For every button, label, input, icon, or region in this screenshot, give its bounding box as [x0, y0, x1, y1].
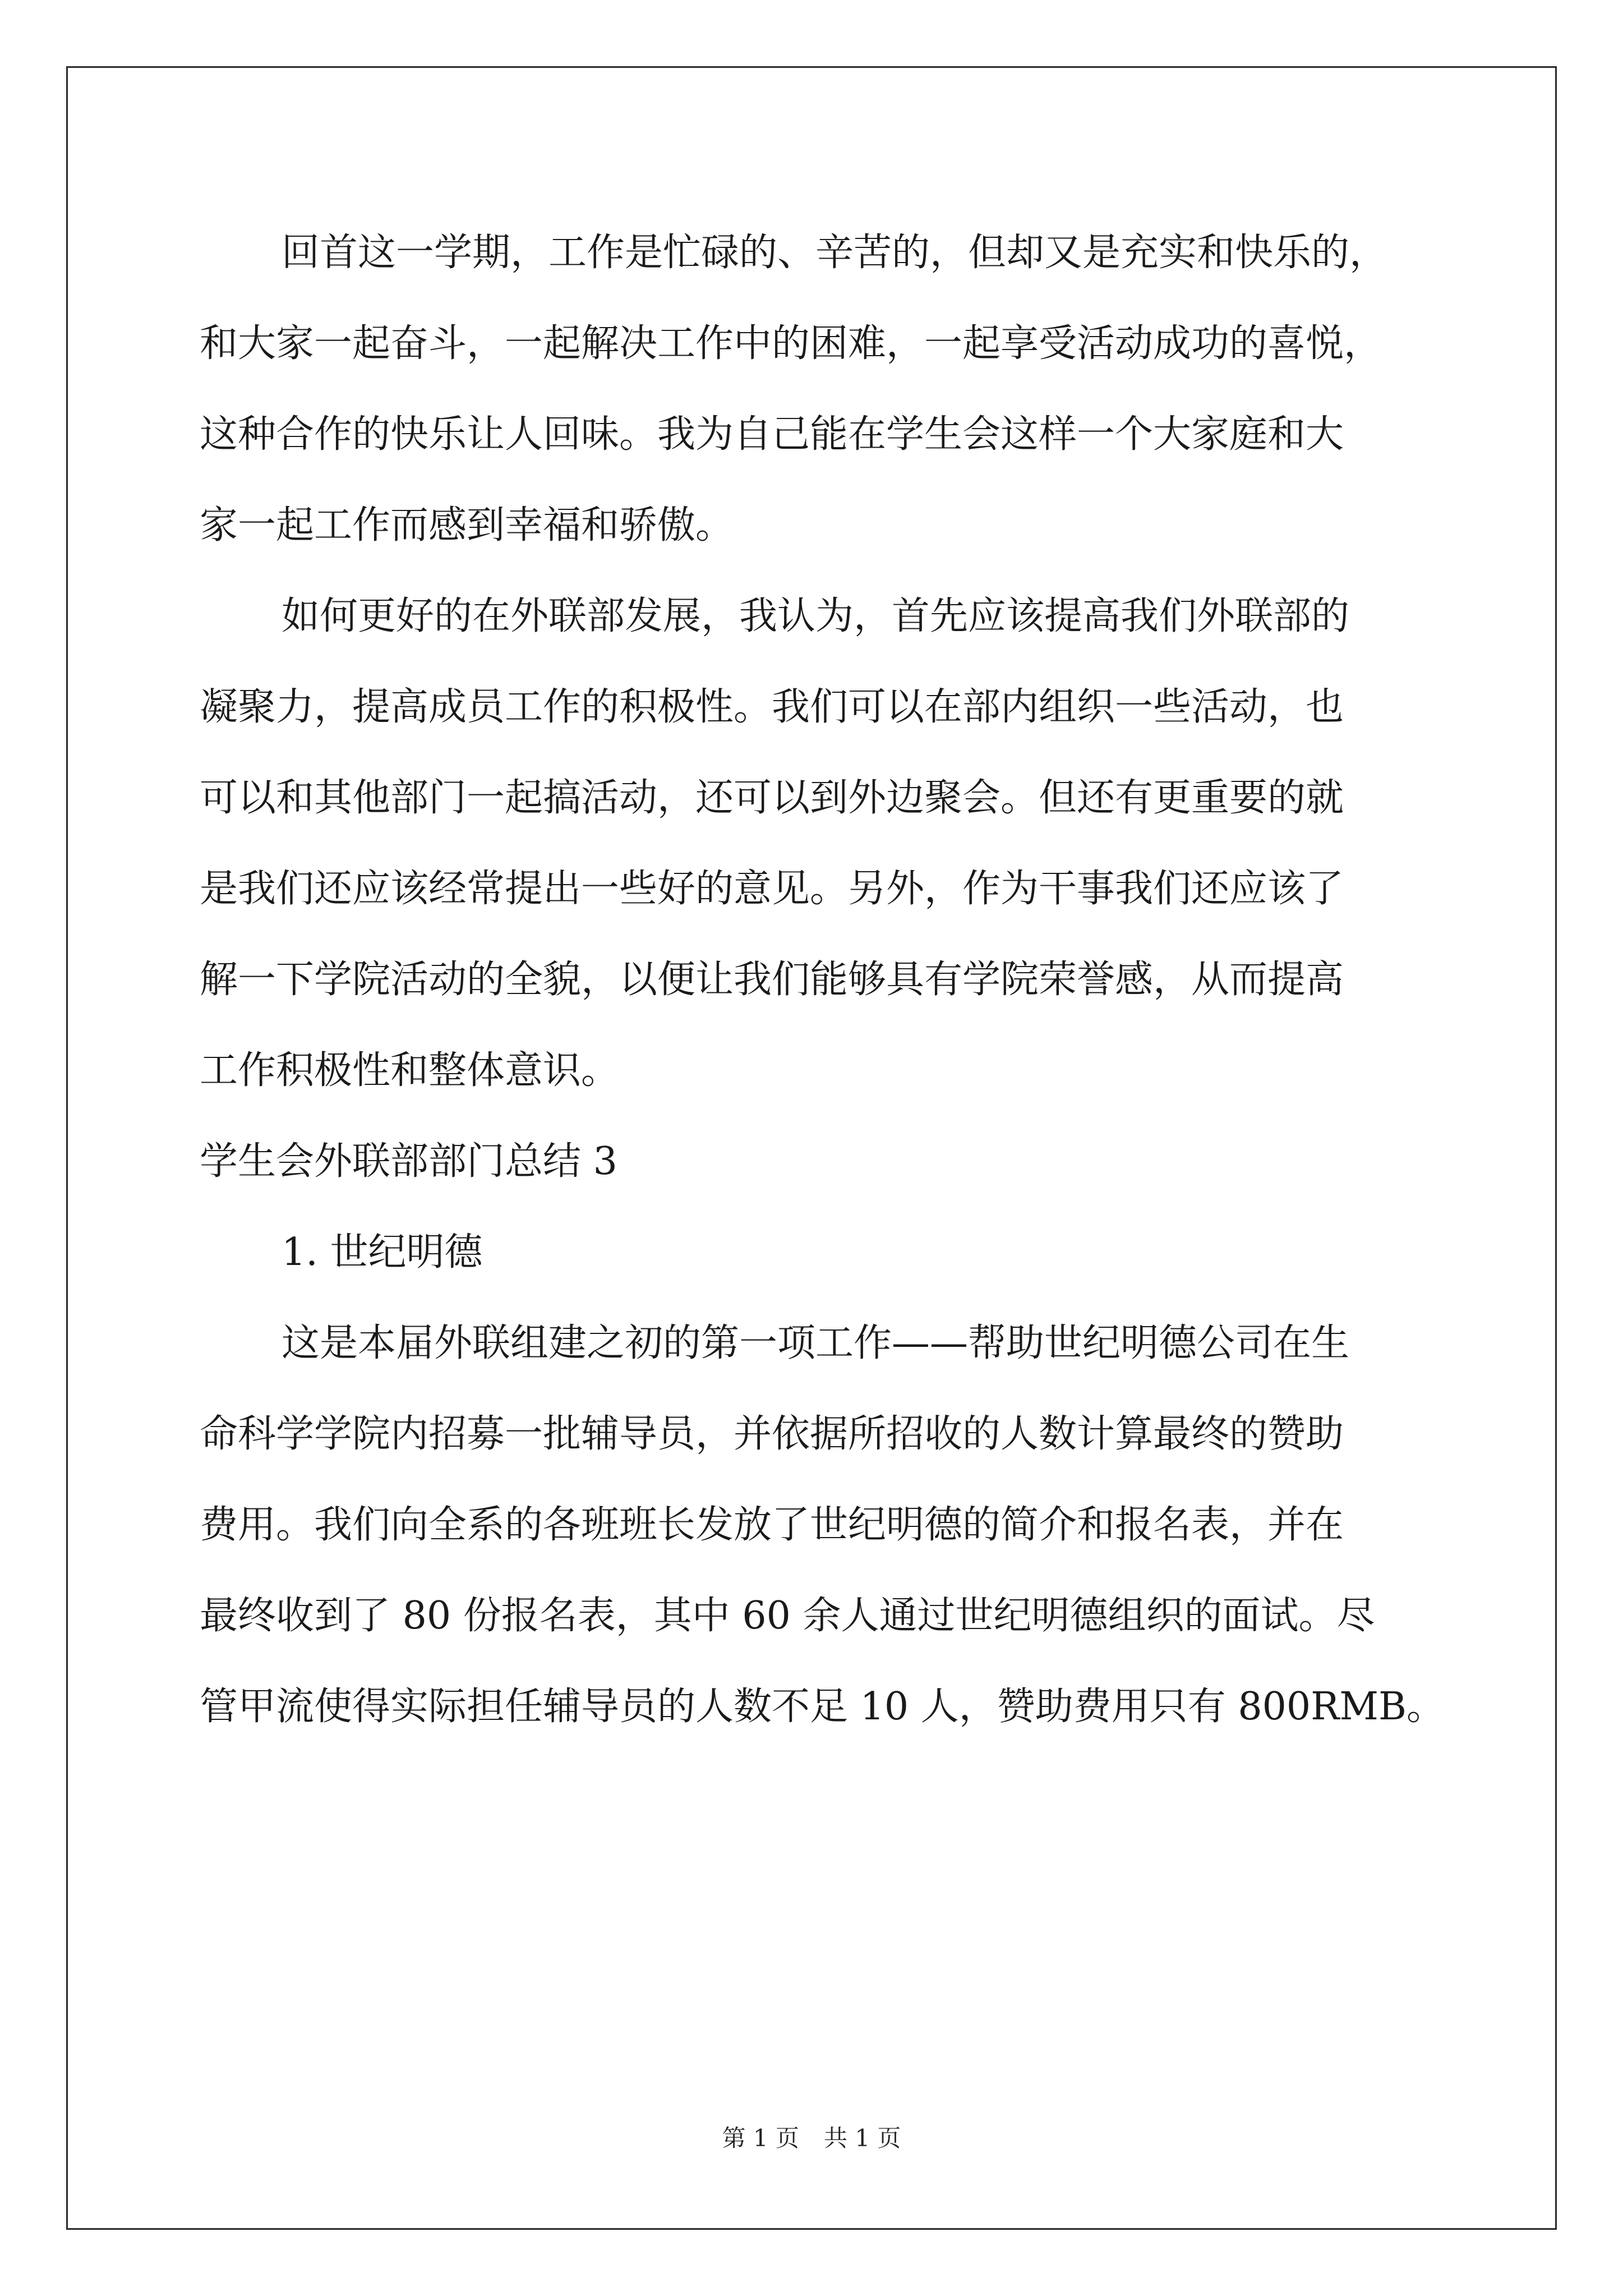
text-line: 可以和其他部门一起搞活动，还可以到外边聚会。但还有更重要的就: [200, 776, 1344, 820]
text-line: 工作积极性和整体意识。: [200, 1048, 620, 1093]
text-line: 解一下学院活动的全貌，以便让我们能够具有学院荣誉感，从而提高: [200, 958, 1344, 1002]
text-line: 最终收到了 80 份报名表，其中 60 余人通过世纪明德组织的面试。尽: [200, 1594, 1375, 1638]
text-line: 和大家一起奋斗，一起解决工作中的困难，一起享受活动成功的喜悦，: [200, 321, 1382, 366]
text-line: 如何更好的在外联部发展，我认为，首先应该提高我们外联部的: [282, 594, 1350, 638]
text-line: 回首这一学期，工作是忙碌的、辛苦的，但却又是充实和快乐的，: [282, 231, 1388, 275]
text-line: 是我们还应该经常提出一些好的意见。另外，作为干事我们还应该了: [200, 867, 1344, 911]
text-line: 这是本届外联组建之初的第一项工作——帮助世纪明德公司在生: [282, 1321, 1350, 1365]
text-line: 费用。我们向全系的各班班长发放了世纪明德的简介和报名表，并在: [200, 1503, 1344, 1547]
text-line: 命科学学院内招募一批辅导员，并依据所招收的人数计算最终的赞助: [200, 1412, 1344, 1456]
document-body: [200, 208, 1445, 1752]
subsection-heading: 1. 世纪明德: [282, 1230, 483, 1274]
page-number: 第 1 页: [722, 2124, 799, 2152]
text-line: 家一起工作而感到幸福和骄傲。: [200, 503, 734, 547]
text-line: 凝聚力，提高成员工作的积极性。我们可以在部内组织一些活动，也: [200, 685, 1344, 729]
text-line: 管甲流使得实际担任辅导员的人数不足 10 人，赞助费用只有 800RMB。: [200, 1685, 1445, 1729]
page-total: 共 1 页: [824, 2124, 901, 2152]
page-footer: [0, 2122, 1623, 2155]
section-heading: 学生会外联部部门总结 3: [200, 1139, 617, 1184]
text-line: 这种合作的快乐让人回味。我为自己能在学生会这样一个大家庭和大: [200, 412, 1344, 457]
